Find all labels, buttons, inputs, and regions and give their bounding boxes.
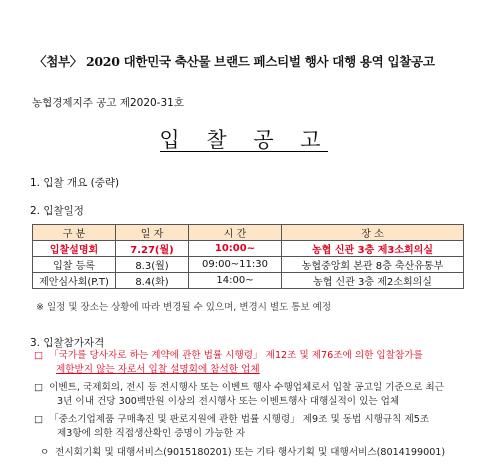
cell-place: 농협 신관 3층 제3소회의실 bbox=[282, 241, 464, 257]
cell-time: 09:00~11:30 bbox=[189, 257, 282, 273]
qualification-item-2 bbox=[34, 381, 484, 409]
notice-number: 농협경제지주 공고 제2020-31호 bbox=[32, 97, 184, 109]
col-header-category: 구 분 bbox=[33, 225, 116, 241]
table-row bbox=[33, 257, 464, 273]
table-row bbox=[33, 241, 464, 257]
schedule-table bbox=[32, 224, 464, 289]
qualification-item-1 bbox=[34, 349, 484, 377]
cell-category: 입찰설명회 bbox=[33, 241, 116, 257]
cell-place: 농협 신관 3층 제2소회의실 bbox=[282, 273, 464, 289]
document-title: 〈첨부〉 2020 대한민국 축산물 브랜드 페스티벌 행사 대행 용역 입찰공고 bbox=[34, 54, 435, 69]
table-row bbox=[33, 273, 464, 289]
qualification-text: 「중소기업제품 구매촉진 및 판로지원에 관한 법률 시행령」 제9조 및 동법 시행규칙 제5조 bbox=[49, 414, 430, 425]
cell-time: 14:00~ bbox=[189, 273, 282, 289]
cell-time: 10:00~ bbox=[189, 241, 282, 257]
title-underline bbox=[160, 151, 328, 152]
section-heading-qualifications: 3. 입찰참가자격 bbox=[30, 337, 105, 349]
checkbox-square-icon: □ bbox=[34, 414, 44, 425]
col-header-date: 일 자 bbox=[116, 225, 189, 241]
page-title: 입 찰 공 고 bbox=[159, 128, 331, 152]
qualification-subitem bbox=[40, 446, 490, 460]
section-heading-overview: 1. 입찰 개요 (중략) bbox=[30, 177, 120, 189]
cell-date: 8.4(화) bbox=[116, 273, 189, 289]
col-header-time: 시 간 bbox=[189, 225, 282, 241]
section-heading-schedule: 2. 입찰일정 bbox=[30, 205, 84, 217]
bullet-circle-icon: ㅇ bbox=[40, 447, 50, 458]
qualification-text: 이벤트, 국제회의, 전시 등 전시행사 또는 이벤트 행사 수행업체로서 입찰 공고일 기준으로 최근 bbox=[49, 382, 444, 393]
col-header-place: 장 소 bbox=[282, 225, 464, 241]
qualification-text-cont: 3년 이내 건당 300백만원 이상의 전시행사 또는 이벤트행사 대행실적이 있는 업체 bbox=[57, 396, 400, 407]
qualification-subitem-text: 전시회기획 및 대행서비스(9015180201) 또는 기타 행사기획 및 대행서비스(8014199001) bbox=[55, 447, 446, 458]
cell-place: 농협중앙회 본관 8층 축산유통부 bbox=[282, 257, 464, 273]
cell-date: 8.3(월) bbox=[116, 257, 189, 273]
schedule-note: ※ 일정 및 장소는 상황에 따라 변경될 수 있으며, 변경시 별도 통보 예정 bbox=[36, 302, 331, 313]
checkbox-square-icon: □ bbox=[34, 350, 44, 361]
checkbox-square-icon: □ bbox=[34, 382, 44, 393]
qualification-text-cont: 제한받지 않는 자로서 입찰 설명회에 참석한 업체 bbox=[56, 364, 260, 375]
cell-date: 7.27(월) bbox=[116, 241, 189, 257]
cell-category: 제안심사회(P.T) bbox=[33, 273, 116, 289]
schedule-header-row bbox=[33, 225, 464, 241]
cell-category: 입찰 등록 bbox=[33, 257, 116, 273]
qualification-text: 「국가를 당사자로 하는 계약에 관한 법률 시행령」 제12조 및 제76조에 의한 입찰참가를 bbox=[49, 350, 423, 361]
qualification-text-cont: 제3항에 의한 직접생산확인 증명이 가능한 자 bbox=[57, 428, 246, 439]
qualification-item-3 bbox=[34, 413, 484, 441]
